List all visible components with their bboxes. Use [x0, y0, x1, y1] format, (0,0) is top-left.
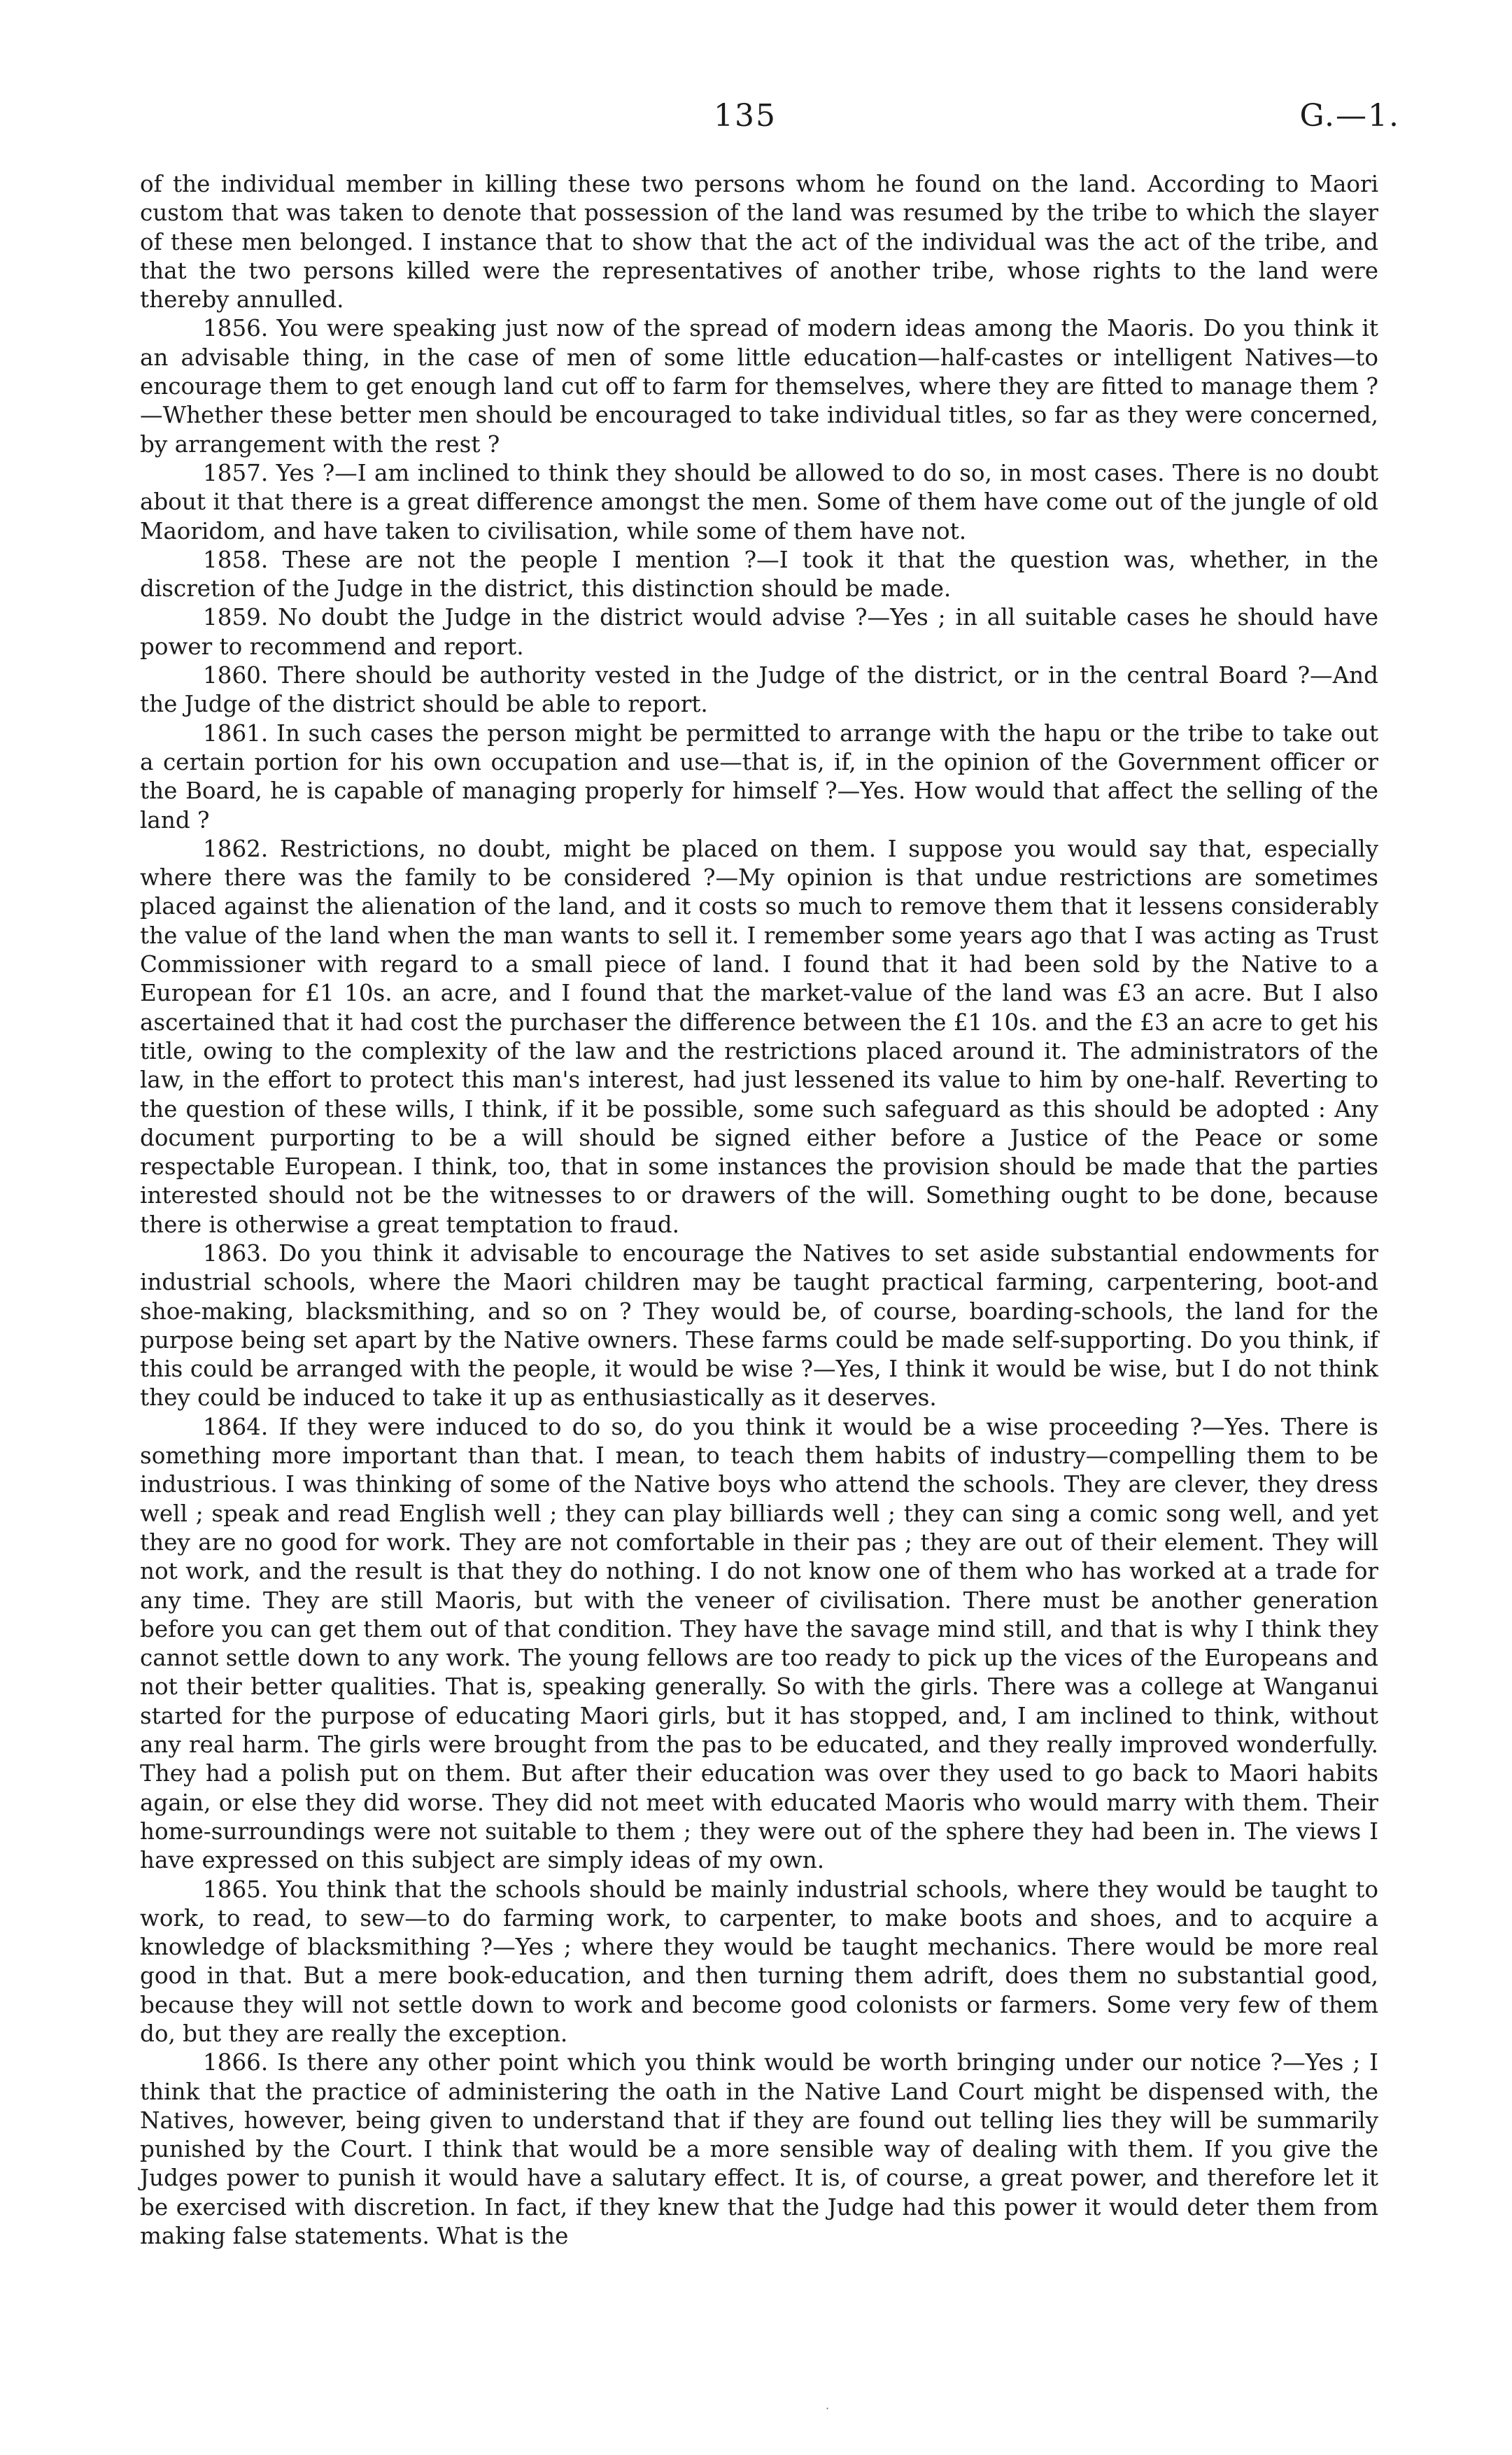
paragraph-1865: 1865. You think that the schools should be mainly industrial schools, where they would be taught to work, to read, to sew—to do farming work, to carpenter, to make boots and shoes, and to acquire a knowledge of blacksmithing ?—Yes ; where they would be taught mechanics. There would be more real good in that. But a mere book-education, and then turning them adrift, does them no substantial good, because they will not settle down to work and become good colonists or farmers. Some very few of them do, but they are really the exception. — [140, 1876, 1378, 2047]
paragraph-1857: 1857. Yes ?—I am inclined to think they should be allowed to do so, in most cases. There is no doubt about it that there is a great difference amongst the men. Some of them have come out of the jungle of old Maoridom, and have taken to civilisation, while some of them have not. — [140, 459, 1378, 544]
paragraph-1856: 1856. You were speaking just now of the spread of modern ideas among the Maoris. Do you think it an advisable thing, in the case of men of some little education—half-castes or intelligent Natives—to encourage them to get enough land cut off to farm for themselves, where they are fitted to manage them ?—Whether these better men should be encouraged to take individual titles, so far as they were concerned, by arrangement with the rest ? — [140, 315, 1378, 458]
scan-speck: · — [826, 2402, 830, 2415]
paragraph-1864: 1864. If they were induced to do so, do you think it would be a wise proceeding ?—Yes. There is something more important than that. I mean, to teach them habits of industry—compelling them to be industrious. I was thinking of some of the Native boys who attend the schools. They are clever, they dress well ; speak and read English well ; they can play billiards well ; they can sing a comic song well, and yet they are no good for work. They are not comfortable in their pas ; they are out of their element. They will not work, and the result is that they do nothing. I do not know one of them who has worked at a trade for any time. They are still Maoris, but with the veneer of civilisation. There must be another generation before you can get them out of that condition. They have the savage mind still, and that is why I think they cannot settle down to any work. The young fellows are too ready to pick up the vices of the Europeans and not their better qualities. That is, speaking generally. So with the girls. There was a college at Wanganui started for the purpose of educating Maori girls, but it has stopped, and, I am inclined to think, without any real harm. The girls were brought from the pas to be educated, and they really improved wonderfully. They had a polish put on them. But after their education was over they used to go back to Maori habits again, or else they did worse. They did not meet with educated Maoris who would marry with them. Their home-surroundings were not suitable to them ; they were out of the sphere they had been in. The views I have expressed on this subject are simply ideas of my own. — [140, 1413, 1378, 1874]
paragraph-1861: 1861. In such cases the person might be permitted to arrange with the hapu or the tribe to take out a certain portion for his own occupation and use—that is, if, in the opinion of the Government officer or the Board, he is capable of managing properly for himself ?—Yes. How would that affect the selling of the land ? — [140, 719, 1378, 833]
paragraph-1863: 1863. Do you think it advisable to encourage the Natives to set aside substantial endowments for industrial schools, where the Maori children may be taught practical farming, carpentering, boot-and shoe-making, blacksmithing, and so on ? They would be, of course, boarding-schools, the land for the purpose being set apart by the Native owners. These farms could be made self-supporting. Do you think, if this could be arranged with the people, it would be wise ?—Yes, I think it would be wise, but I do not think they could be induced to take it up as enthusiastically as it deserves. — [140, 1239, 1378, 1412]
body-text — [140, 170, 1378, 2251]
paragraph-1858: 1858. These are not the people I mention ?—I took it that the question was, whether, in the discretion of the Judge in the district, this distinction should be made. — [140, 546, 1378, 603]
paragraph-1866: 1866. Is there any other point which you think would be worth bringing under our notice ?—Yes ; I think that the practice of administering the oath in the Native Land Court might be dispensed with, the Natives, however, being given to understand that if they are found out telling lies they will be summarily punished by the Court. I think that would be a more sensible way of dealing with them. If you give the Judges power to punish it would have a salutary effect. It is, of course, a great power, and therefore let it be exercised with discretion. In fact, if they knew that the Judge had this power it would deter them from making false statements. What is the — [140, 2049, 1378, 2250]
paragraph-1859: 1859. No doubt the Judge in the district would advise ?—Yes ; in all suitable cases he should have power to recommend and report. — [140, 604, 1378, 660]
page-number: 135 — [714, 98, 777, 134]
document-reference: G.—1. — [1299, 98, 1400, 134]
paragraph-continuation: of the individual member in killing these two persons whom he found on the land. According to Maori custom that was taken to denote that possession of the land was resumed by the tribe to which the slayer of these men belonged. I instance that to show that the act of the individual was the act of the tribe, and that the two persons killed were the representatives of another tribe, whose rights to the land were thereby annulled. — [140, 171, 1378, 314]
page-header — [0, 98, 1512, 140]
paragraph-1860: 1860. There should be authority vested in the Judge of the district, or in the central Board ?—And the Judge of the district should be able to report. — [140, 662, 1378, 718]
paragraph-1862: 1862. Restrictions, no doubt, might be placed on them. I suppose you would say that, especially where there was the family to be considered ?—My opinion is that undue restrictions are sometimes placed against the alienation of the land, and it costs so much to remove them that it lessens considerably the value of the land when the man wants to sell it. I remember some years ago that I was acting as Trust Commissioner with regard to a small piece of land. I found that it had been sold by the Native to a European for £1 10s. an acre, and I found that the market-value of the land was £3 an acre. But I also ascertained that it had cost the purchaser the difference between the £1 10s. and the £3 an acre to get his title, owing to the complexity of the law and the restrictions placed around it. The administrators of the law, in the effort to protect this man's interest, had just lessened its value to him by one-half. Reverting to the question of these wills, I think, if it be possible, some such safeguard as this should be adopted : Any document purporting to be a will should be signed either before a Justice of the Peace or some respectable European. I think, too, that in some instances the provision should be made that the parties interested should not be the witnesses to or drawers of the will. Something ought to be done, because there is otherwise a great temptation to fraud. — [140, 835, 1378, 1238]
